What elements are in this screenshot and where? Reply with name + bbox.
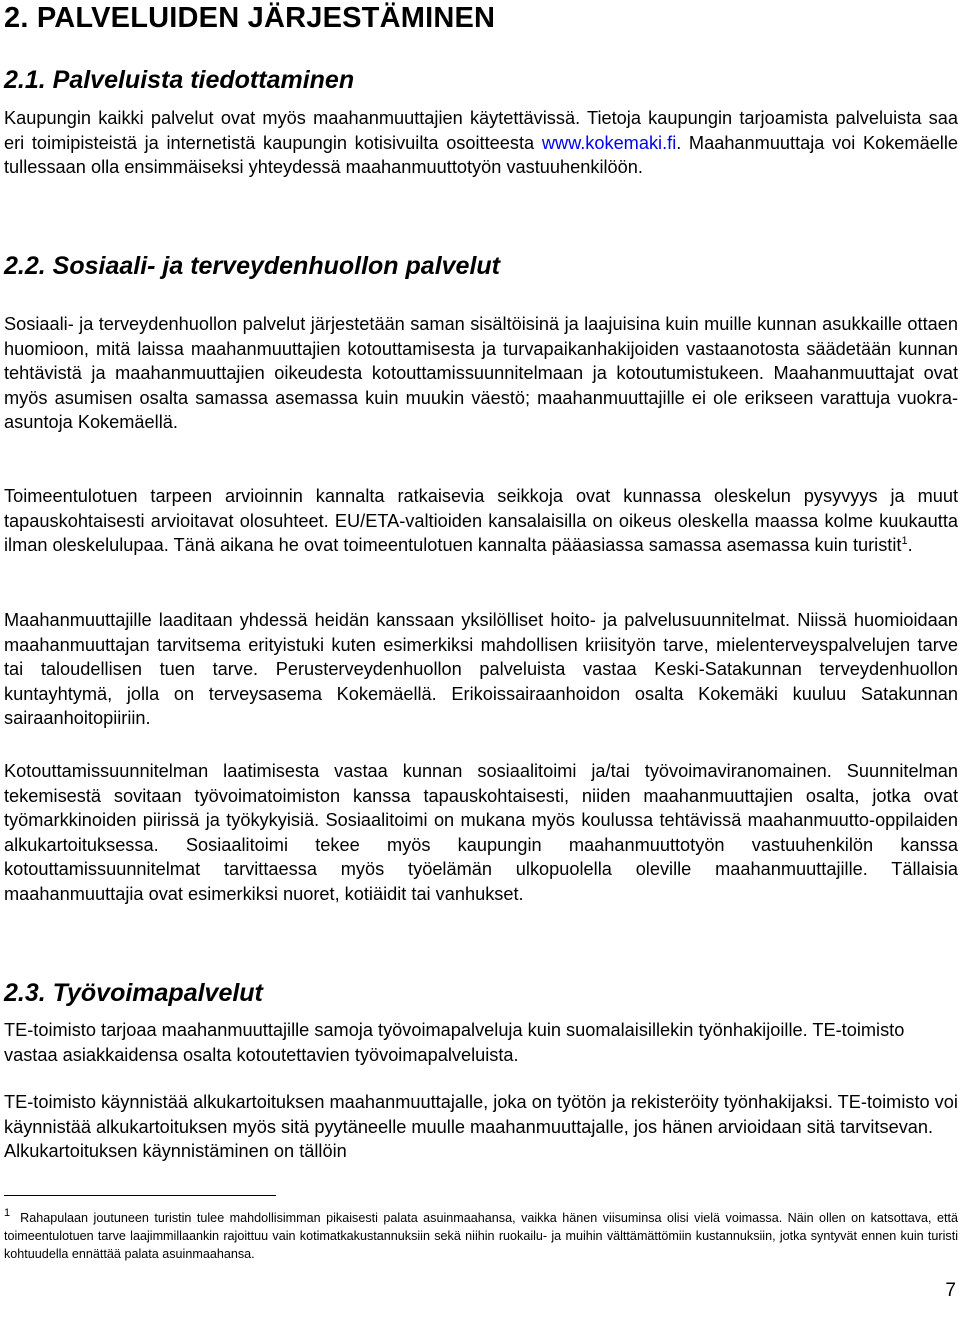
- section-title-2-3: 2.3. Työvoimapalvelut: [4, 979, 263, 1007]
- paragraph-text: . Maahanmuuttaja voi Kokemäelle tullessaan olla ensimmäiseksi yhteydessä maahanmuuttotyön vastuuhenkilöön.: [4, 132, 959, 177]
- website-link[interactable]: www.kokemaki.fi: [541, 132, 677, 153]
- section-title-2-2: 2.2. Sosiaali- ja terveydenhuollon palvelut: [4, 252, 500, 280]
- page-number: 7: [945, 1280, 956, 1301]
- chapter-heading: 2. PALVELUIDEN JÄRJESTÄMINEN: [4, 2, 496, 34]
- footnote-reference[interactable]: 1: [901, 535, 908, 547]
- footnote-separator: [4, 1195, 276, 1196]
- paragraph-care-plans: Maahanmuuttajille laaditaan yhdessä heidän kanssaan yksilölliset hoito- ja palvelusuunnitelmat. Niissä huomioidaan maahanmuuttajan tarvitsema erityistuki kuten esimerkiksi mahdollisen kriisityön tarve, mielenterveyspalvelujen tarve tai taloudellisen tuen tarve. Perusterveydenhuollon palveluista vastaa Keski-Satakunnan terveydenhuollon kuntayhtymä, jolla on terveysasema Kokemäellä. Erikoissairaanhoidon osalta Kokemäki kuuluu Satakunnan sairaanhoitopiiriin.: [4, 610, 958, 728]
- paragraph-information: [4, 106, 958, 180]
- paragraph-social-services: Sosiaali- ja terveydenhuollon palvelut järjestetään saman sisältöisinä ja laajuisina kuin muille kunnan asukkaille ottaen huomioon, mitä laissa maahanmuuttajien kotouttamisesta ja turvapaikanhakijoiden vastaanotosta säädetään kunnan tehtävistä ja maahanmuuttajien oikeudesta kotouttamissuunnitelmaan ja kotoutumistukeen. Maahanmuuttajat ovat myös asumisen osalta samassa asemassa kuin muukin väestö; maahanmuuttajille ei ole erikseen varattuja vuokra-asuntoja Kokemäellä.: [4, 314, 958, 432]
- paragraph-income-support: [4, 484, 958, 558]
- paragraph-text: Toimeentulotuen tarpeen arvioinnin kannalta ratkaisevia seikkoja ovat kunnassa oleskelun pysyvyys ja muut tapauskohtaisesti arvioitavat olosuhteet. EU/ETA-valtioiden kansalaisilla on oikeus oleskella maassa kolme kuukautta ilman oleskelulupaa. Tänä aikana he ovat toimeentulotuen kannalta pääasiassa samassa asemassa kuin turistit: [4, 486, 958, 555]
- paragraph-te-office: TE-toimisto tarjoaa maahanmuuttajille samoja työvoimapalveluja kuin suomalaisillekin työnhakijoille. TE-toimisto vastaa asiakkaidensa osalta kotoutettavien työvoimapalveluista.: [4, 1020, 905, 1065]
- paragraph-initial-assessment: TE-toimisto käynnistää alkukartoituksen maahanmuuttajalle, joka on työtön ja rekisteröity työnhakijaksi. TE-toimisto voi käynnistää alkukartoituksen myös sitä pyytäneelle muulle maahanmuuttajalle, jos hänen arvioidaan sitä tarvitsevan. Alkukartoituksen käynnistäminen on tällöin: [4, 1092, 958, 1161]
- footnote-text: Rahapulaan joutuneen turistin tulee mahdollisimman pikaisesti palata asuinmaahansa, vaikka hänen viisuminsa olisi vielä voimassa. Näin ollen on katsottava, että toimeentulotuen tarve laajimmillaankin rajoittuu vain kotimatkakustannuksiin sekä niihin ruokailu- ja muihin välttämättömiin kustannuksiin, jotka syntyvät ennen kuin turisti kohtuudella ennättää palata asuinmaahansa.: [4, 1211, 958, 1261]
- footnote-number: 1: [4, 1207, 11, 1219]
- paragraph-text: Kaupungin kaikki palvelut ovat myös maahanmuuttajien käytettävissä. Tietoja kaupungin tarjoamista palveluista saa eri toimipisteistä ja internetistä kaupungin kotisivuilta osoitteesta: [4, 108, 958, 153]
- paragraph-integration-plan: Kotouttamissuunnitelman laatimisesta vastaa kunnan sosiaalitoimi ja/tai työvoimaviranomainen. Suunnitelman tekemisestä sovitaan työvoimatoimiston kanssa tapauskohtaisesti, niiden maahanmuuttajien osalta, jotka ovat työmarkkinoiden piirissä ja työkykyisiä. Sosiaalitoimi on mukana myös koulussa tehtävissä maahanmuutto-oppilaiden alkukartoituksessa. Sosiaalitoimi tekee myös kaupungin maahanmuuttotyön vastuuhenkilön kanssa kotouttamissuunnitelmat tarvittaessa myös työelämän ulkopuolella oleville maahanmuuttajille. Tällaisia maahanmuuttajia ovat esimerkiksi nuoret, kotiäidit tai vanhukset.: [4, 761, 958, 904]
- footnote: [4, 1204, 958, 1263]
- paragraph-text: .: [907, 535, 913, 555]
- section-title-2-1: 2.1. Palveluista tiedottaminen: [4, 66, 355, 94]
